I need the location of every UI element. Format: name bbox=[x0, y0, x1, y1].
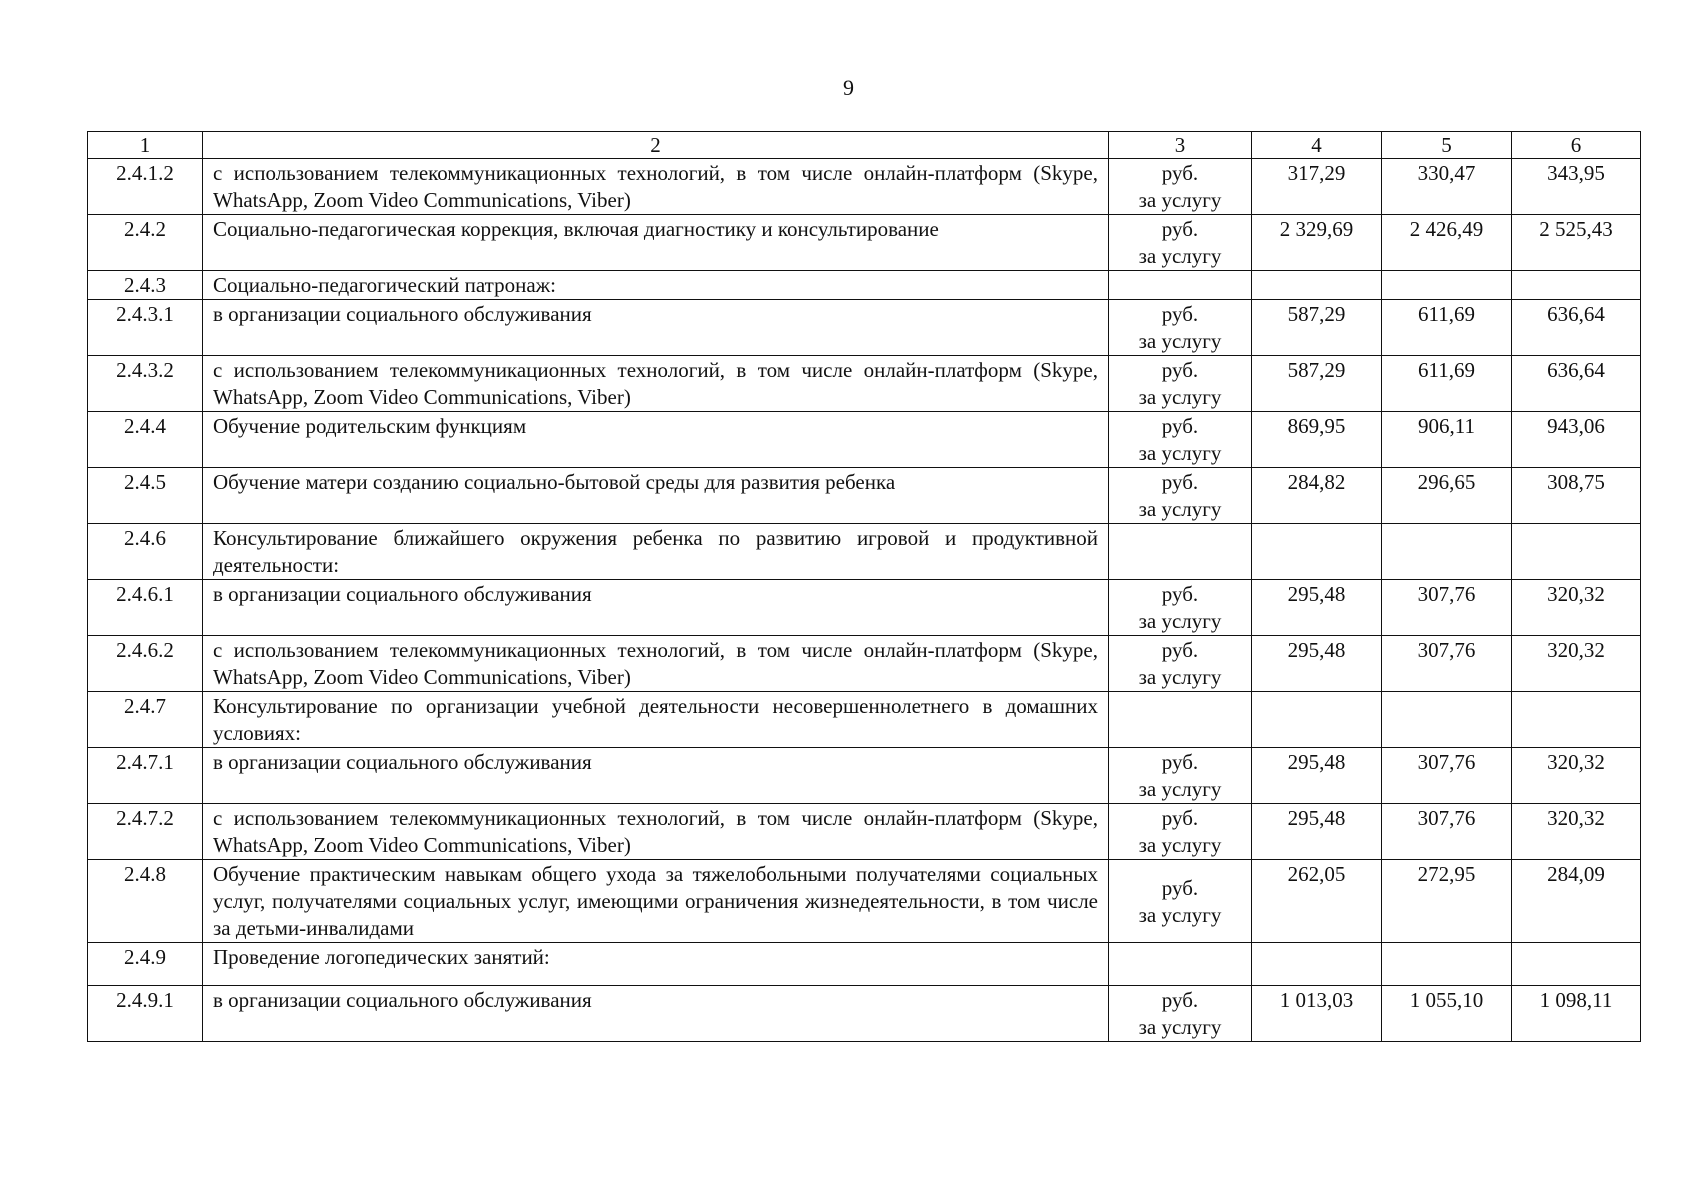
item-code-cell: 2.4.5 bbox=[88, 468, 203, 524]
unit-cell bbox=[1109, 636, 1252, 692]
page-number: 9 bbox=[843, 75, 854, 100]
unit-currency: руб. bbox=[1161, 470, 1199, 494]
price-col5-cell bbox=[1382, 271, 1512, 300]
unit-per-service: за услугу bbox=[1138, 497, 1222, 521]
unit-per-service: за услугу bbox=[1138, 441, 1222, 465]
unit-cell bbox=[1109, 524, 1252, 580]
item-code-cell: 2.4.9.1 bbox=[88, 986, 203, 1042]
table-row bbox=[88, 412, 1641, 468]
unit-per-service: за услугу bbox=[1138, 385, 1222, 409]
unit-currency: руб. bbox=[1161, 988, 1199, 1012]
header-cell: 1 bbox=[88, 132, 203, 159]
price-col6-cell: 636,64 bbox=[1512, 300, 1641, 356]
price-col5-cell: 307,76 bbox=[1382, 804, 1512, 860]
unit-cell bbox=[1109, 860, 1252, 943]
unit-currency: руб. bbox=[1161, 875, 1199, 900]
unit-cell bbox=[1109, 271, 1252, 300]
item-code-cell: 2.4.7.1 bbox=[88, 748, 203, 804]
price-col4-cell: 295,48 bbox=[1252, 636, 1382, 692]
table-row bbox=[88, 804, 1641, 860]
price-col6-cell bbox=[1512, 271, 1641, 300]
price-col4-cell: 295,48 bbox=[1252, 804, 1382, 860]
unit-per-service: за услугу bbox=[1138, 329, 1222, 353]
price-col4-cell: 295,48 bbox=[1252, 580, 1382, 636]
services-price-table bbox=[87, 131, 1641, 1042]
price-col6-cell bbox=[1512, 943, 1641, 986]
price-col5-cell: 611,69 bbox=[1382, 356, 1512, 412]
price-col6-cell: 343,95 bbox=[1512, 159, 1641, 215]
table-row bbox=[88, 860, 1641, 943]
unit-cell bbox=[1109, 412, 1252, 468]
unit-currency: руб. bbox=[1161, 582, 1199, 606]
price-col4-cell: 262,05 bbox=[1252, 860, 1382, 943]
service-name-cell: Социально-педагогическая коррекция, включая диагностику и консультирование bbox=[203, 215, 1109, 271]
item-code-cell: 2.4.6 bbox=[88, 524, 203, 580]
price-col5-cell: 307,76 bbox=[1382, 748, 1512, 804]
service-name-cell: с использованием телекоммуникационных технологий, в том числе онлайн-платформ (Skype, WhatsApp, Zoom Video Communications, Viber) bbox=[203, 159, 1109, 215]
unit-currency: руб. bbox=[1161, 806, 1199, 830]
unit-currency: руб. bbox=[1161, 638, 1199, 662]
table-row bbox=[88, 986, 1641, 1042]
table-row bbox=[88, 356, 1641, 412]
item-code-cell: 2.4.7.2 bbox=[88, 804, 203, 860]
item-code-cell: 2.4.1.2 bbox=[88, 159, 203, 215]
price-col5-cell: 1 055,10 bbox=[1382, 986, 1512, 1042]
unit-currency: руб. bbox=[1161, 161, 1199, 185]
price-col6-cell: 308,75 bbox=[1512, 468, 1641, 524]
unit-cell bbox=[1109, 300, 1252, 356]
service-name-cell: в организации социального обслуживания bbox=[203, 580, 1109, 636]
service-name-cell: Обучение матери созданию социально-бытовой среды для развития ребенка bbox=[203, 468, 1109, 524]
price-col5-cell: 272,95 bbox=[1382, 860, 1512, 943]
unit-cell bbox=[1109, 215, 1252, 271]
unit-currency: руб. bbox=[1161, 414, 1199, 438]
price-col5-cell: 296,65 bbox=[1382, 468, 1512, 524]
price-col6-cell: 320,32 bbox=[1512, 804, 1641, 860]
service-name-cell: с использованием телекоммуникационных технологий, в том числе онлайн-платформ (Skype, WhatsApp, Zoom Video Communications, Viber) bbox=[203, 636, 1109, 692]
price-col5-cell: 330,47 bbox=[1382, 159, 1512, 215]
price-col6-cell: 2 525,43 bbox=[1512, 215, 1641, 271]
price-col4-cell: 1 013,03 bbox=[1252, 986, 1382, 1042]
table-row bbox=[88, 943, 1641, 986]
price-col4-cell: 587,29 bbox=[1252, 300, 1382, 356]
service-name-cell: с использованием телекоммуникационных технологий, в том числе онлайн-платформ (Skype, WhatsApp, Zoom Video Communications, Viber) bbox=[203, 804, 1109, 860]
unit-per-service: за услугу bbox=[1138, 244, 1222, 268]
price-col4-cell: 317,29 bbox=[1252, 159, 1382, 215]
price-col6-cell: 943,06 bbox=[1512, 412, 1641, 468]
price-col5-cell: 611,69 bbox=[1382, 300, 1512, 356]
unit-per-service: за услугу bbox=[1138, 833, 1222, 857]
unit-cell bbox=[1109, 804, 1252, 860]
table-row bbox=[88, 580, 1641, 636]
price-col6-cell: 1 098,11 bbox=[1512, 986, 1641, 1042]
unit-cell bbox=[1109, 159, 1252, 215]
table-row bbox=[88, 692, 1641, 748]
item-code-cell: 2.4.3.2 bbox=[88, 356, 203, 412]
table-row bbox=[88, 215, 1641, 271]
price-col5-cell: 2 426,49 bbox=[1382, 215, 1512, 271]
unit-cell bbox=[1109, 580, 1252, 636]
unit-cell bbox=[1109, 943, 1252, 986]
service-name-cell: с использованием телекоммуникационных технологий, в том числе онлайн-платформ (Skype, WhatsApp, Zoom Video Communications, Viber) bbox=[203, 356, 1109, 412]
table-row bbox=[88, 300, 1641, 356]
unit-cell bbox=[1109, 468, 1252, 524]
item-code-cell: 2.4.8 bbox=[88, 860, 203, 943]
service-name-cell: в организации социального обслуживания bbox=[203, 748, 1109, 804]
price-col6-cell bbox=[1512, 692, 1641, 748]
unit-cell bbox=[1109, 986, 1252, 1042]
price-col6-cell: 320,32 bbox=[1512, 636, 1641, 692]
unit-per-service: за услугу bbox=[1138, 902, 1222, 927]
service-name-cell: Обучение практическим навыкам общего ухода за тяжелобольными получателями социальных услуг, получателями социальных услуг, имеющими ограничения жизнедеятельности, в том числе за детьми-инвалидами bbox=[203, 860, 1109, 943]
price-col4-cell bbox=[1252, 943, 1382, 986]
header-cell: 3 bbox=[1109, 132, 1252, 159]
table-row bbox=[88, 468, 1641, 524]
unit-per-service: за услугу bbox=[1138, 777, 1222, 801]
table-row bbox=[88, 524, 1641, 580]
price-col4-cell: 2 329,69 bbox=[1252, 215, 1382, 271]
service-name-cell: Обучение родительским функциям bbox=[203, 412, 1109, 468]
price-col5-cell bbox=[1382, 943, 1512, 986]
item-code-cell: 2.4.2 bbox=[88, 215, 203, 271]
unit-per-service: за услугу bbox=[1138, 188, 1222, 212]
price-col4-cell: 284,82 bbox=[1252, 468, 1382, 524]
table-row bbox=[88, 271, 1641, 300]
price-col4-cell bbox=[1252, 524, 1382, 580]
table-row bbox=[88, 636, 1641, 692]
service-name-cell: Консультирование по организации учебной деятельности несовершеннолетнего в домашних условиях: bbox=[203, 692, 1109, 748]
price-col4-cell: 295,48 bbox=[1252, 748, 1382, 804]
price-col6-cell bbox=[1512, 524, 1641, 580]
service-name-cell: Проведение логопедических занятий: bbox=[203, 943, 1109, 986]
header-cell: 4 bbox=[1252, 132, 1382, 159]
price-col6-cell: 320,32 bbox=[1512, 748, 1641, 804]
unit-currency: руб. bbox=[1161, 217, 1199, 241]
price-col4-cell: 587,29 bbox=[1252, 356, 1382, 412]
item-code-cell: 2.4.7 bbox=[88, 692, 203, 748]
header-cell: 5 bbox=[1382, 132, 1512, 159]
unit-currency: руб. bbox=[1161, 358, 1199, 382]
service-name-cell: в организации социального обслуживания bbox=[203, 986, 1109, 1042]
price-col6-cell: 636,64 bbox=[1512, 356, 1641, 412]
price-col4-cell bbox=[1252, 271, 1382, 300]
header-cell: 6 bbox=[1512, 132, 1641, 159]
price-col5-cell bbox=[1382, 692, 1512, 748]
price-col5-cell: 307,76 bbox=[1382, 580, 1512, 636]
table-header-row bbox=[88, 132, 1641, 159]
unit-per-service: за услугу bbox=[1138, 609, 1222, 633]
price-col5-cell: 906,11 bbox=[1382, 412, 1512, 468]
item-code-cell: 2.4.9 bbox=[88, 943, 203, 986]
table-row bbox=[88, 159, 1641, 215]
table-row bbox=[88, 748, 1641, 804]
unit-cell bbox=[1109, 356, 1252, 412]
service-name-cell: Консультирование ближайшего окружения ребенка по развитию игровой и продуктивной деятельности: bbox=[203, 524, 1109, 580]
header-cell: 2 bbox=[203, 132, 1109, 159]
unit-per-service: за услугу bbox=[1138, 665, 1222, 689]
unit-per-service: за услугу bbox=[1138, 1015, 1222, 1039]
unit-currency: руб. bbox=[1161, 302, 1199, 326]
item-code-cell: 2.4.3 bbox=[88, 271, 203, 300]
item-code-cell: 2.4.6.1 bbox=[88, 580, 203, 636]
price-col6-cell: 284,09 bbox=[1512, 860, 1641, 943]
service-name-cell: в организации социального обслуживания bbox=[203, 300, 1109, 356]
item-code-cell: 2.4.4 bbox=[88, 412, 203, 468]
price-col6-cell: 320,32 bbox=[1512, 580, 1641, 636]
price-col5-cell: 307,76 bbox=[1382, 636, 1512, 692]
service-name-cell: Социально-педагогический патронаж: bbox=[203, 271, 1109, 300]
item-code-cell: 2.4.6.2 bbox=[88, 636, 203, 692]
unit-cell bbox=[1109, 692, 1252, 748]
price-col4-cell: 869,95 bbox=[1252, 412, 1382, 468]
price-col4-cell bbox=[1252, 692, 1382, 748]
unit-cell bbox=[1109, 748, 1252, 804]
item-code-cell: 2.4.3.1 bbox=[88, 300, 203, 356]
unit-currency: руб. bbox=[1161, 750, 1199, 774]
price-col5-cell bbox=[1382, 524, 1512, 580]
